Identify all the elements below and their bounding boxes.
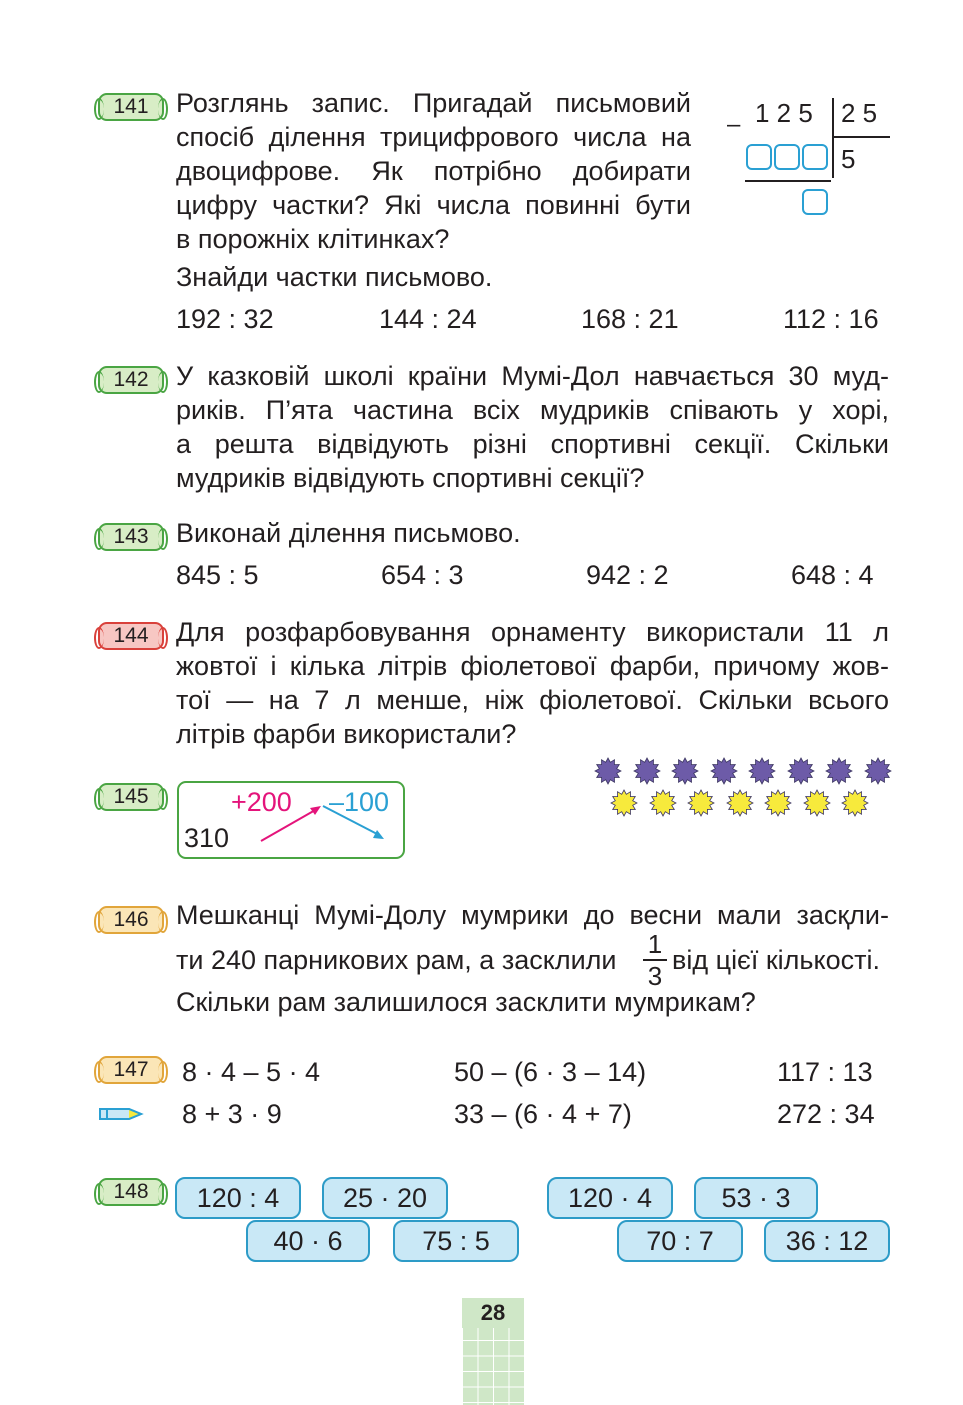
star-ornament [590, 755, 895, 825]
task-number-144: 144 [98, 622, 164, 650]
violet-star-icon [825, 757, 853, 785]
yellow-star-icon [803, 789, 831, 817]
yellow-star-icon [726, 789, 754, 817]
task-144-line: тої — на 7 л менше, ніж фіолетової. Скільки всього [176, 685, 889, 715]
task-142-line: а решта відвідують різні спортивні секції. Скільки [176, 429, 889, 459]
expression: 117 : 13 [777, 1057, 873, 1087]
empty-cell [774, 144, 800, 170]
empty-cell [746, 144, 772, 170]
expression: 33 – (6 · 4 + 7) [454, 1099, 632, 1129]
yellow-star-icon [610, 789, 638, 817]
violet-star-icon [671, 757, 699, 785]
yellow-star-icon [649, 789, 677, 817]
task-number-141: 141 [98, 93, 164, 121]
division-horizontal-line [832, 136, 890, 138]
example: 168 : 21 [581, 304, 679, 334]
minus-arrowhead-icon [373, 830, 384, 839]
chain-start: 310 [184, 823, 230, 853]
page-number: 28 [462, 1298, 524, 1328]
example: 942 : 2 [586, 560, 669, 590]
violet-star-icon [594, 757, 622, 785]
task-141-line: спосіб ділення трицифрового числа на [176, 122, 691, 152]
chain-box [177, 781, 405, 859]
empty-cell [802, 189, 828, 215]
expression-card: 36 : 12 [764, 1220, 890, 1262]
violet-star-icon [787, 757, 815, 785]
expression-card: 120 · 4 [547, 1177, 673, 1219]
division-vertical-line [832, 98, 834, 178]
divisor: 2 5 [841, 98, 878, 128]
yellow-star-icon [841, 789, 869, 817]
task-144-line: Для розфарбовування орнаменту використали 11 л [176, 617, 889, 647]
expression: 8 + 3 · 9 [182, 1099, 282, 1129]
task-141-line: в порожніх клітинках? [176, 224, 450, 254]
task-number-148: 148 [98, 1178, 164, 1206]
minus-arrow-icon [323, 806, 379, 835]
task-146-line: від цієї кількості. [672, 945, 880, 975]
task-141-text [176, 86, 691, 256]
quotient: 5 [841, 144, 856, 174]
task-146-line: Мешканці Мумі-Долу мумрики до весни мали засқли- [176, 900, 889, 930]
example: 192 : 32 [176, 304, 274, 334]
task-number-146: 146 [98, 906, 164, 934]
violet-star-icon [710, 757, 738, 785]
minus-operation: –100 [329, 787, 390, 817]
task-144-line: жовтої і кілька літрів фіолетової фарби, причому жов- [176, 651, 889, 681]
expression-card: 25 · 20 [322, 1177, 448, 1219]
plus-arrow-icon [261, 809, 317, 841]
task-number-143: 143 [98, 523, 164, 551]
example: 845 : 5 [176, 560, 259, 590]
long-division-diagram [725, 96, 895, 221]
task-141-line: цифру частки? Які числа повинні бути [176, 190, 691, 220]
task-142-line: мудриків відвідують спортивні секції? [176, 463, 645, 493]
task-142-text [176, 359, 889, 495]
yellow-star-icon [687, 789, 715, 817]
example: 144 : 24 [379, 304, 477, 334]
expression-card: 53 · 3 [694, 1177, 818, 1219]
page-number-tab [462, 1298, 524, 1405]
task-142-line: У казковій школі країни Мумі-Дол навчається 30 муд- [176, 361, 889, 391]
yellow-star-icon [764, 789, 792, 817]
expression-card: 75 : 5 [393, 1220, 519, 1262]
task-146-line: Скільки рам залишилося засклити мумрикам? [176, 987, 756, 1017]
example: 112 : 16 [783, 304, 879, 334]
chain-arrows [179, 783, 403, 857]
task-146-line: ти 240 парникових рам, а засклили [176, 945, 617, 975]
task-number-142: 142 [98, 366, 164, 394]
task-144-line: літрів фарби використали? [176, 719, 517, 749]
fraction-numerator: 1 [647, 929, 663, 959]
plus-arrowhead-icon [310, 806, 321, 815]
task-141-line: двоцифрове. Як потрібно добирати [176, 156, 691, 186]
task-144-text [176, 615, 889, 751]
minus-sign: – [727, 111, 741, 138]
expression-card: 120 : 4 [175, 1177, 301, 1219]
task-141-line: Розглянь запис. Пригадай письмовий [176, 88, 691, 118]
subtraction-line [745, 180, 831, 182]
task-142-line: риків. П’ята частина всіх мудриків співають у хорі, [176, 395, 889, 425]
violet-star-icon [633, 757, 661, 785]
expression-card: 40 · 6 [246, 1220, 370, 1262]
example: 654 : 3 [381, 560, 464, 590]
expression-card: 70 : 7 [617, 1220, 743, 1262]
expression: 50 – (6 · 3 – 14) [454, 1057, 647, 1087]
pencil-icon [97, 1101, 145, 1127]
empty-cell [802, 144, 828, 170]
task-143-instruction: Виконай ділення письмово. [176, 518, 521, 548]
fraction [643, 930, 667, 990]
expression: 8 · 4 – 5 · 4 [182, 1057, 321, 1087]
example: 648 : 4 [791, 560, 874, 590]
task-number-147: 147 [98, 1056, 164, 1084]
task-number-145: 145 [98, 783, 164, 811]
violet-star-icon [748, 757, 776, 785]
dividend: 1 2 5 [755, 98, 813, 128]
task-141-instruction: Знайди частки письмово. [176, 262, 493, 292]
fraction-denominator: 3 [647, 961, 663, 991]
plus-operation: +200 [231, 787, 292, 817]
expression: 272 : 34 [777, 1099, 875, 1129]
violet-star-icon [864, 757, 892, 785]
